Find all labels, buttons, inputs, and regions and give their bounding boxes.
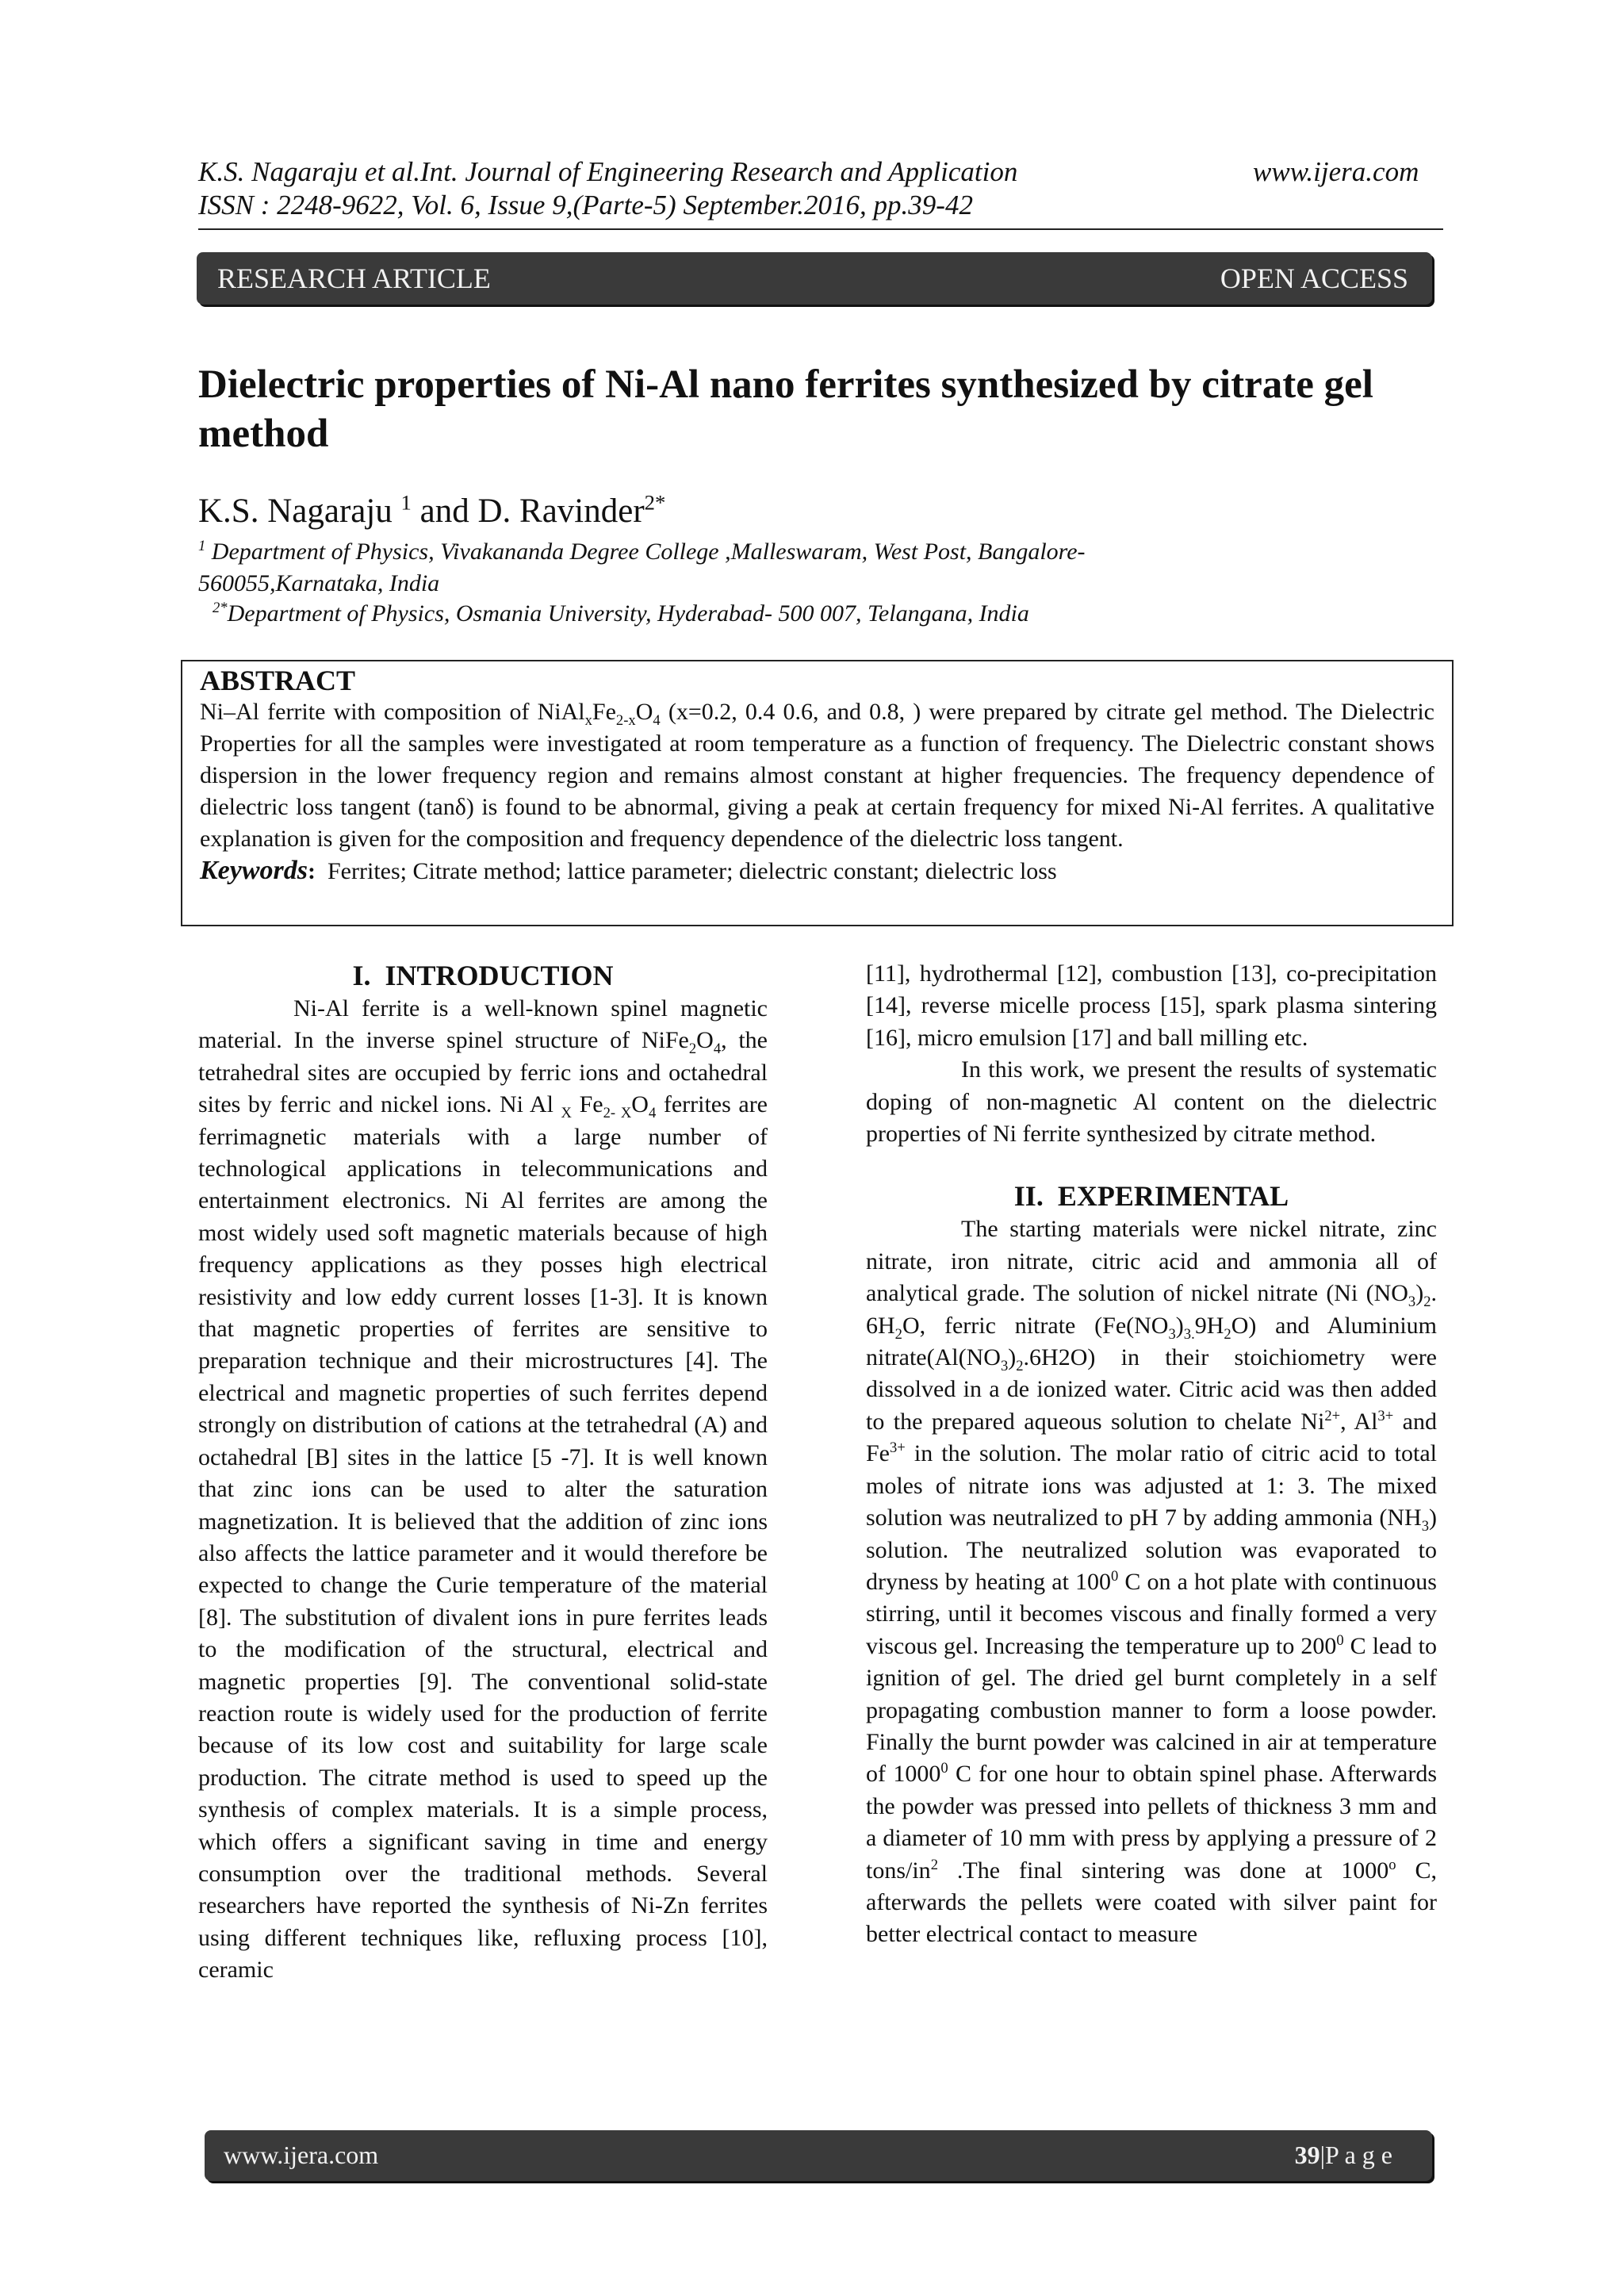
intro-paragraph [198, 993, 768, 1987]
exp-sup-3: 3+ [890, 1439, 906, 1457]
intro-sub-x: X [561, 1105, 572, 1122]
abstract-formula-x: x [584, 712, 592, 729]
open-access-label: OPEN ACCESS [1220, 263, 1408, 294]
exp-text-1: The starting materials were nickel nitrate, zinc nitrate, iron nitrate, citric acid and ammonia all of analytical grade. The solution of nickel nitrate (Ni (NO [866, 1216, 1437, 1307]
exp-sub-3: 2 [894, 1325, 902, 1343]
intro-text-a: Ni-Al ferrite is a well-known spinel magnetic material. In the inverse spinel structure of NiFe [198, 995, 768, 1054]
intro-sub-3: 2- X [603, 1105, 632, 1122]
exp-sup-8: o [1388, 1856, 1396, 1873]
abstract-box [181, 660, 1454, 926]
right-column [866, 958, 1437, 1951]
exp-sub-6: 2 [1224, 1325, 1231, 1343]
abstract-body [200, 696, 1434, 855]
abstract-heading: ABSTRACT [200, 665, 356, 696]
affiliation-1-mark: 1 [198, 538, 206, 554]
affiliation-2-text: Department of Physics, Osmania University, Hyderabad- 500 007, Telangana, India [227, 600, 1029, 627]
exp-sub-4: 3 [1168, 1325, 1176, 1343]
author-1: K.S. Nagaraju [198, 493, 393, 530]
intro-text-b: O [696, 1027, 714, 1054]
exp-text-10: , Al [1340, 1408, 1378, 1435]
keywords-text: Ferrites; Citrate method; lattice parameter; dielectric constant; dielectric loss [327, 858, 1057, 884]
research-article-label: RESEARCH ARTICLE [217, 263, 491, 294]
exp-text-17: .The final sintering was done at 1000 [937, 1857, 1389, 1884]
intro-sub-2: 4 [713, 1041, 722, 1058]
abstract-formula-sub: 2-x [615, 712, 636, 729]
abstract-formula-o: O [635, 699, 653, 725]
author-conj: and [419, 493, 469, 530]
methods-list-paragraph: [11], hydrothermal [12], combustion [13], co-precipitation [14], reverse micelle process [15], spark plasma sintering [16], micro emulsion [17] and ball milling etc. [866, 960, 1437, 1051]
affiliation-2 [213, 598, 1029, 630]
abstract-formula-o-sub: 4 [653, 712, 661, 729]
abstract-formula-prefix: Ni–Al ferrite with composition of NiAl [200, 699, 585, 725]
author-2: D. Ravinder [477, 493, 645, 530]
author-line [198, 492, 665, 531]
article-type-banner [197, 252, 1432, 305]
intro-text-f: ferrites are ferrimagnetic materials with a large number of technological applications in telecommunications and entertainment electronics. Ni Al ferrites are among the most widely used soft magnetic materials because of high frequency applications as they posses high electrical resistivity and low eddy current losses [1-3]. It is known that magnetic properties of ferrites are sensitive to preparation technique and their microstructures [4]. The electrical and magnetic properties of such ferrites depend strongly on distribution of cations at the tetrahedral (A) and octahedral [B] sites in the lattice [5 -7]. It is well known that zinc ions can be used to alter the saturation magnetization. It is believed that the addition of zinc ions also affects the lattice parameter and it would therefore be expected to change the Curie temperature of the material [8]. The substitution of divalent ions in pure ferrites leads to the modification of the structural, electrical and magnetic properties [9]. The conventional solid-state reaction route is widely used for the production of ferrite because of its low cost and suitability for large scale production. The citrate method is used to speed up the synthesis of complex materials. It is a simple process, which offers a significant saving in time and energy consumption over the traditional methods. Several researchers have reported the synthesis of Ni-Zn ferrites using different techniques like, refluxing process [10], ceramic [198, 1091, 768, 1984]
exp-sub-7: 3 [1000, 1358, 1009, 1375]
exp-text-14: C on a hot plate with continuous stirring, until it becomes viscous and finally formed a very viscous gel. Increasing the temperature up to 200 [866, 1568, 1437, 1659]
exp-text-8: ) [1008, 1344, 1017, 1371]
issn-line: ISSN : 2248-9622, Vol. 6, Issue 9,(Parte-5) September.2016, pp.39-42 [198, 190, 973, 220]
keywords-line: Keywords: Ferrites; Citrate method; lattice parameter; dielectric constant; dielectric loss [200, 856, 1057, 885]
exp-sup-7: 2 [930, 1856, 938, 1873]
exp-text-3: . 6H [866, 1280, 1437, 1339]
exp-sub-1: 3 [1408, 1294, 1416, 1311]
exp-text-9: .6H2O) in their stoichiometry were dissolved in a de ionized water. Citric acid was then added to the prepared aqueous solution to chelate Ni [866, 1344, 1437, 1435]
exp-text-2: ) [1415, 1280, 1424, 1307]
left-column [198, 958, 768, 1987]
affiliation-1-text: Department of Physics, Vivakananda Degree College ,Malleswaram, West Post, Bangalore-560055,Karnataka, India [198, 539, 1086, 596]
journal-line: K.S. Nagaraju et al.Int. Journal of Engineering Research and Application [198, 156, 1018, 187]
footer-website[interactable]: www.ijera.com [224, 2141, 379, 2169]
page-label: |P a g e [1320, 2141, 1392, 2169]
exp-text-4: O, ferric nitrate (Fe(NO [902, 1312, 1169, 1339]
exp-sub-5: 3. [1183, 1325, 1195, 1343]
exp-text-18: C, afterwards the pellets were coated with silver paint for better electrical contact to measure [866, 1857, 1437, 1948]
keywords-label: Keywords [200, 856, 308, 885]
present-work-paragraph: In this work, we present the results of systematic doping of non-magnetic Al content on the dielectric properties of Ni ferrite synthesized by citrate method. [866, 1056, 1437, 1148]
abstract-formula-fe: Fe [592, 699, 616, 725]
footer-page [1295, 2141, 1392, 2170]
abstract-text: The Dielectric Properties for all the samples were investigated at room temperature as a function of frequency. The Dielectric constant shows dispersion in the lower frequency region and remains almost constant at higher frequencies. The frequency dependence of dielectric loss tangent (tanδ) is found to be abnormal, giving a peak at certain frequency for mixed Ni-Al ferrites. A qualitative explanation is given for the composition and frequency dependence of the dielectric loss tangent. [200, 699, 1434, 852]
exp-sup-2: 3+ [1377, 1407, 1394, 1424]
exp-sup-1: 2+ [1324, 1407, 1341, 1424]
exp-text-15: C lead to ignition of gel. The dried gel burnt completely in a self propagating combustion manner to form a loose powder. Finally the burnt powder was calcined in air at temperature of 1000 [866, 1632, 1438, 1788]
intro-text-d: Fe [571, 1091, 603, 1118]
experimental-paragraph [866, 1213, 1437, 1950]
author-2-mark: 2* [644, 490, 666, 515]
exp-text-13: ) solution. The neutralized solution was evaporated to dryness by heating at 100 [866, 1504, 1437, 1595]
page-footer [205, 2130, 1432, 2181]
header-rule [198, 228, 1443, 230]
exp-text-11: and Fe [866, 1408, 1437, 1467]
exp-sub-9: 3 [1421, 1518, 1429, 1535]
abstract-formula-suffix: (x=0.2, 0.4 0.6, and 0.8, ) were prepared by citrate gel method. [660, 699, 1289, 725]
journal-website[interactable]: www.ijera.com [1253, 156, 1419, 187]
section-experimental-title: EXPERIMENTAL [1057, 1180, 1289, 1213]
section-intro-heading [198, 958, 768, 993]
exp-sup-6: 0 [940, 1760, 948, 1777]
paper-title: Dielectric properties of Ni-Al nano ferrites synthesized by citrate gel method [198, 362, 1373, 456]
exp-text-16: C for one hour to obtain spinel phase. Afterwards the powder was pressed into pellets of thickness 3 mm and a diameter of 10 mm with press by applying a pressure of 2 tons/in [866, 1761, 1437, 1884]
author-1-mark: 1 [400, 490, 412, 515]
exp-text-12: in the solution. The molar ratio of citric acid to total moles of nitrate ions was adjusted at 1: 3. The mixed solution was neutralized to pH 7 by adding ammonia (NH [866, 1440, 1437, 1531]
exp-sup-5: 0 [1336, 1631, 1344, 1649]
intro-text-e: O [631, 1091, 649, 1118]
exp-text-7: O) and Aluminium nitrate(Al(NO [866, 1312, 1438, 1371]
exp-text-5: ) [1175, 1312, 1184, 1339]
affiliation-1 [198, 536, 1237, 600]
section-intro-number: I. [352, 960, 371, 991]
section-experimental-number: II. [1013, 1180, 1044, 1213]
affiliation-2-mark: 2* [213, 600, 228, 616]
exp-text-6: 9H [1194, 1312, 1224, 1339]
exp-sup-4: 0 [1111, 1567, 1119, 1585]
section-experimental-heading [866, 1179, 1437, 1213]
section-intro-title: INTRODUCTION [385, 960, 614, 991]
intro-text-c: , the tetrahedral sites are occupied by ferric ions and octahedral sites by ferric and nickel ions. Ni Al [198, 1027, 768, 1118]
exp-sub-2: 2 [1423, 1294, 1431, 1311]
exp-sub-8: 2 [1016, 1358, 1024, 1375]
intro-sub-4: 4 [648, 1105, 657, 1122]
intro-sub-1: 2 [688, 1041, 697, 1058]
page-number: 39 [1294, 2141, 1320, 2169]
